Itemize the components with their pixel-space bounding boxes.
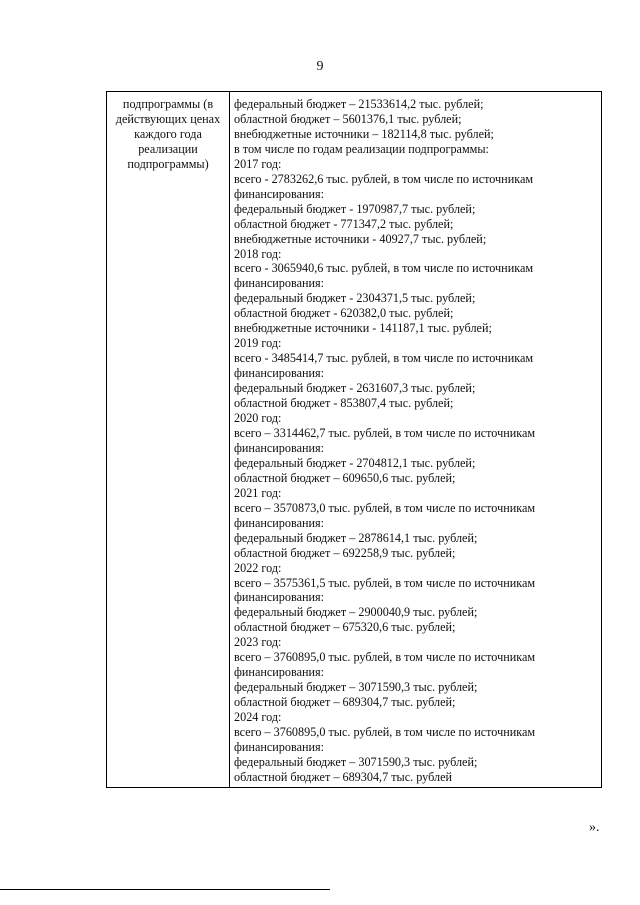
right-cell-line: 2018 год: bbox=[234, 246, 282, 261]
right-cell-line: 2019 год: bbox=[234, 336, 282, 351]
left-cell-line: каждого года bbox=[134, 127, 202, 141]
right-cell-line: 2021 год: bbox=[234, 485, 282, 500]
right-cell-line: федеральный бюджет - 1970987,7 тыс. рублей; bbox=[234, 201, 476, 216]
funding-table bbox=[106, 91, 602, 788]
right-cell-line: 2024 год: bbox=[234, 710, 282, 725]
right-cell-line: всего - 3485414,7 тыс. рублей, в том числе по источникам bbox=[234, 351, 534, 366]
right-cell-line: 2023 год: bbox=[234, 635, 282, 650]
right-cell-line: финансирования: bbox=[234, 665, 325, 680]
left-cell-line: подпрограммы (в bbox=[122, 97, 214, 111]
right-cell-line: всего - 2783262,6 тыс. рублей, в том числе по источникам bbox=[234, 171, 534, 186]
right-cell bbox=[230, 92, 601, 787]
right-cell-line: федеральный бюджет - 2631607,3 тыс. рублей; bbox=[234, 381, 476, 396]
right-cell-line: внебюджетные источники - 141187,1 тыс. рублей; bbox=[234, 321, 492, 336]
right-cell-line: федеральный бюджет - 2704812,1 тыс. рублей; bbox=[234, 455, 476, 470]
right-cell-line: федеральный бюджет – 21533614,2 тыс. рублей; bbox=[234, 97, 484, 111]
right-cell-line: областной бюджет – 609650,6 тыс. рублей; bbox=[234, 470, 456, 485]
right-cell-line: всего – 3575361,5 тыс. рублей, в том числе по источникам bbox=[234, 575, 536, 590]
right-cell-line: 2017 год: bbox=[234, 156, 282, 171]
right-cell-line: всего – 3314462,7 тыс. рублей, в том числе по источникам bbox=[234, 425, 536, 440]
closing-quote-mark: ». bbox=[589, 820, 600, 835]
right-cell-line: всего - 3065940,6 тыс. рублей, в том числе по источникам bbox=[234, 261, 534, 276]
right-cell-line: областной бюджет - 771347,2 тыс. рублей; bbox=[234, 216, 454, 231]
right-cell-line: областной бюджет - 853807,4 тыс. рублей; bbox=[234, 396, 454, 411]
right-cell-line: федеральный бюджет - 2304371,5 тыс. рублей; bbox=[234, 291, 476, 306]
right-cell-line: финансирования: bbox=[234, 440, 325, 455]
right-cell-line: финансирования: bbox=[234, 186, 325, 201]
right-cell-line: 2022 год: bbox=[234, 560, 282, 575]
left-cell bbox=[107, 92, 230, 787]
left-cell-line: действующих ценах bbox=[115, 112, 221, 126]
right-cell-line: федеральный бюджет – 3071590,3 тыс. рублей; bbox=[234, 680, 478, 695]
right-cell-line: всего – 3760895,0 тыс. рублей, в том числе по источникам bbox=[234, 725, 536, 740]
right-cell-line: финансирования: bbox=[234, 515, 325, 530]
right-cell-line: областной бюджет – 689304,7 тыс. рублей bbox=[234, 769, 453, 784]
right-cell-line: федеральный бюджет – 2900040,9 тыс. рублей; bbox=[234, 605, 478, 620]
left-cell-line: реализации bbox=[138, 142, 198, 156]
left-cell-line: подпрограммы) bbox=[127, 157, 209, 171]
right-cell-line: областной бюджет – 675320,6 тыс. рублей; bbox=[234, 620, 456, 635]
right-cell-line: федеральный бюджет – 2878614,1 тыс. рублей; bbox=[234, 530, 478, 545]
right-cell-line: федеральный бюджет – 3071590,3 тыс. рублей; bbox=[234, 754, 478, 769]
right-cell-line: финансирования: bbox=[234, 366, 325, 381]
right-cell-line: в том числе по годам реализации подпрограммы: bbox=[234, 141, 489, 156]
right-cell-line: областной бюджет – 689304,7 тыс. рублей; bbox=[234, 695, 456, 710]
right-cell-line: областной бюджет – 692258,9 тыс. рублей; bbox=[234, 545, 456, 560]
right-cell-line: финансирования: bbox=[234, 276, 325, 291]
right-cell-line: 2020 год: bbox=[234, 411, 282, 426]
right-cell-line: всего – 3570873,0 тыс. рублей, в том числе по источникам bbox=[234, 500, 536, 515]
page-number: 9 bbox=[316, 59, 324, 74]
right-cell-line: финансирования: bbox=[234, 739, 325, 754]
right-cell-line: финансирования: bbox=[234, 590, 325, 605]
right-cell-line: областной бюджет - 620382,0 тыс. рублей; bbox=[234, 306, 454, 321]
right-cell-line: областной бюджет – 5601376,1 тыс. рублей; bbox=[234, 111, 462, 126]
right-cell-line: внебюджетные источники - 40927,7 тыс. рублей; bbox=[234, 231, 487, 246]
right-cell-line: внебюджетные источники – 182114,8 тыс. рублей; bbox=[234, 126, 494, 141]
right-cell-line: всего – 3760895,0 тыс. рублей, в том числе по источникам bbox=[234, 650, 536, 665]
footer-rule bbox=[0, 889, 330, 890]
